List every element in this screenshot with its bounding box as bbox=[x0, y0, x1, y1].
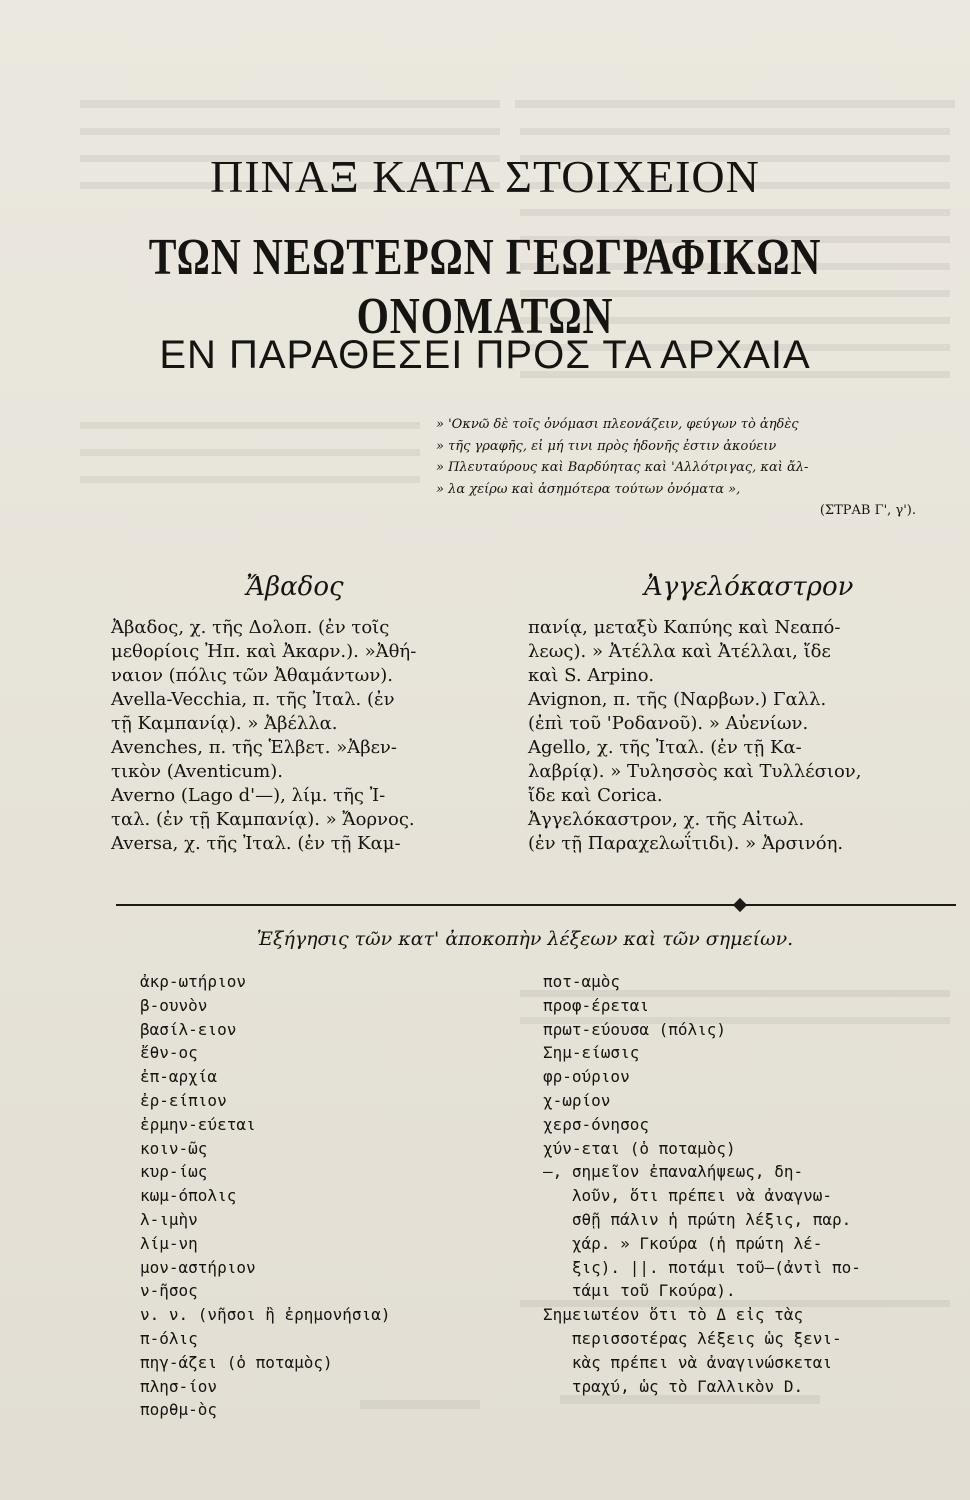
abbreviation-item: χύν-εται (ὁ ποταμὸς) bbox=[543, 1138, 736, 1158]
abbreviation-item: β-ουνὸν bbox=[140, 995, 208, 1015]
entry-line: Ἀγγελόκαστρον, χ. τῆς Αἰτωλ. bbox=[528, 809, 805, 830]
abbreviation-note-line: —, σημεῖον ἐπαναλήψεως, δη- bbox=[543, 1162, 804, 1182]
entry-line: ταλ. (ἐν τῇ Καμπανίᾳ). » Ἄορνος. bbox=[111, 809, 415, 830]
abbreviation-note-line: τραχύ, ὡς τὸ Γαλλικὸν D. bbox=[543, 1376, 804, 1396]
abbreviation-item: πηγ-άζει (ὁ ποταμὸς) bbox=[140, 1352, 333, 1372]
abbreviation-item: χερσ-όνησος bbox=[543, 1114, 649, 1134]
abbreviation-item: βασίλ-ειον bbox=[140, 1019, 237, 1039]
entry-line: τικὸν (Aventicum). bbox=[111, 761, 283, 782]
abbreviation-item: κωμ-όπολις bbox=[140, 1186, 237, 1206]
abbreviation-item: ν. ν. (νῆσοι ἢ ἐρημονήσια) bbox=[140, 1305, 391, 1325]
entry-line: καὶ S. Arpino. bbox=[528, 665, 655, 686]
left-column bbox=[111, 570, 513, 856]
abbreviation-item: ἀκρ-ωτήριον bbox=[140, 972, 246, 991]
abbreviation-item: ἔθν-ος bbox=[140, 1043, 198, 1063]
epigraph bbox=[436, 414, 956, 522]
abbreviation-item: πορθμ-ὸς bbox=[140, 1400, 218, 1420]
abbreviation-item: κυρ-ίως bbox=[140, 1162, 208, 1182]
entry-line: λαβρίᾳ). » Τυλησσὸς καὶ Τυλλέσιον, bbox=[528, 761, 862, 782]
abbreviation-item: πλησ-ίον bbox=[140, 1376, 218, 1396]
entry-line: Ἀβαδος, χ. τῆς Δολοπ. (ἐν τοῖς bbox=[111, 617, 390, 638]
abbreviation-note-line: Σημειωτέον ὅτι τὸ Δ εἰς τὰς bbox=[543, 1305, 804, 1325]
heading-line-2: ΤΩΝ ΝΕΩΤΕΡΩΝ ΓΕΩΓΡΑΦΙΚΩΝ ΟΝΟΜΑΤΩΝ bbox=[148, 229, 822, 345]
abbreviation-item: Σημ-είωσις bbox=[543, 1043, 640, 1063]
epigraph-line: » λα χείρω καὶ ἀσημότερα τούτων ὀνόματα », bbox=[436, 481, 741, 497]
abbreviation-note-line: κὰς πρέπει νὰ ἀναγινώσκεται bbox=[543, 1352, 832, 1372]
abbreviation-item: κοιν-ῶς bbox=[140, 1138, 208, 1158]
epigraph-line: » Πλευταύρους καὶ Βαρδύητας καὶ 'Αλλότριγας, καὶ ἄλ- bbox=[436, 460, 809, 476]
entry-line: Avenches, π. τῆς Ἑλβετ. »Ἀβεν- bbox=[111, 737, 397, 758]
entry-line: (ἐν τῇ Παραχελωΐτιδι). » Ἀρσινόη. bbox=[528, 833, 844, 854]
entry-line: Aversa, χ. τῆς Ἰταλ. (ἐν τῇ Καμ- bbox=[111, 833, 401, 854]
abbreviation-item: προφ-έρεται bbox=[543, 995, 649, 1015]
abbreviation-item: μον-αστήριον bbox=[140, 1257, 256, 1277]
entry-line: ἴδε καὶ Corica. bbox=[528, 785, 663, 806]
left-running-headword: Ἄβαδος bbox=[246, 572, 344, 602]
entry-line: Averno (Lago d'—), λίμ. τῆς Ἰ- bbox=[111, 785, 386, 806]
abbreviation-note-line: περισσοτέρας λέξεις ὡς ξενι- bbox=[543, 1328, 842, 1348]
abbreviation-item: χ-ωρίον bbox=[543, 1090, 611, 1110]
abbreviation-item: ἐρ-είπιον bbox=[140, 1090, 227, 1110]
entry-line: Agello, χ. τῆς Ἰταλ. (ἐν τῇ Κα- bbox=[528, 737, 802, 758]
abbreviation-item: φρ-ούριον bbox=[543, 1067, 630, 1087]
abbreviation-note-line: λοῦν, ὅτι πρέπει νὰ ἀναγνω- bbox=[543, 1186, 832, 1206]
abbreviation-item: ἐπ-αρχία bbox=[140, 1067, 218, 1087]
right-column bbox=[528, 570, 958, 856]
abbreviations-right-list bbox=[543, 970, 963, 1398]
epigraph-line: » τῆς γραφῆς, εἰ μή τινι πρὸς ἡδονῆς ἐστιν ἀκούειν bbox=[436, 438, 777, 454]
entry-line: τῇ Καμπανίᾳ). » Ἀβέλλα. bbox=[111, 713, 338, 734]
abbreviation-item: λ-ιμὴν bbox=[140, 1209, 198, 1229]
epigraph-line: » 'Οκνῶ δὲ τοῖς ὀνόμασι πλεονάζειν, φεύγων τὸ ἀηδὲς bbox=[436, 417, 799, 432]
abbreviation-note-line: σθῇ πάλιν ἡ πρώτη λέξις, παρ. bbox=[543, 1209, 852, 1229]
abbreviation-note-line: ξις). ||. ποτάμι τοῦ—(ἀντὶ πο- bbox=[543, 1257, 861, 1277]
entry-line: μεθορίοις Ἠπ. καὶ Ἀκαρν.). »Ἀθή- bbox=[111, 641, 417, 662]
entry-line: πανίᾳ, μεταξὺ Καπύης καὶ Νεαπό- bbox=[528, 617, 841, 638]
entry-line: ναιον (πόλις τῶν Ἀθαμάντων). bbox=[111, 665, 394, 686]
heading-line-1: ΠΙΝΑΞ ΚΑΤΑ ΣΤΟΙΧΕΙΟΝ bbox=[210, 151, 760, 202]
heading-line-3: ΕΝ ΠΑΡΑΘΕΣΕΙ ΠΡΟΣ ΤΑ ΑΡΧΑΙΑ bbox=[159, 333, 811, 377]
abbreviation-note-line: τάμι τοῦ Γκούρα). bbox=[543, 1281, 736, 1301]
abbreviation-item: π-όλις bbox=[140, 1328, 198, 1348]
abbreviation-item: ν-ῆσος bbox=[140, 1281, 198, 1301]
abbreviation-note-line: χάρ. » Γκούρα (ἡ πρώτη λέ- bbox=[543, 1233, 823, 1253]
abbreviation-item: ἑρμην-εύεται bbox=[140, 1114, 256, 1134]
entry-line: (ἐπὶ τοῦ 'Ροδανοῦ). » Αὐενίων. bbox=[528, 713, 809, 734]
entry-line: λεως). » Ἀτέλλα καὶ Ἀτέλλαι, ἴδε bbox=[528, 641, 831, 662]
section-divider bbox=[116, 904, 956, 906]
abbreviation-item: ποτ-αμὸς bbox=[543, 972, 621, 991]
abbreviation-item: πρωτ-εύουσα (πόλις) bbox=[543, 1019, 727, 1039]
entry-line: Avella-Vecchia, π. τῆς Ἰταλ. (ἐν bbox=[111, 689, 395, 710]
abbreviations-left-list bbox=[140, 970, 520, 1422]
epigraph-source: (ΣΤΡΑΒ Γ', γ'). bbox=[819, 503, 916, 519]
right-running-headword: Ἀγγελόκαστρον bbox=[644, 572, 854, 602]
entry-line: Avignon, π. τῆς (Ναρβων.) Γαλλ. bbox=[528, 689, 827, 710]
abbreviation-item: λίμ-νη bbox=[140, 1233, 198, 1253]
abbreviations-title: Ἐξήγησις τῶν κατ' ἀποκοπὴν λέξεων καὶ τῶν σημείων. bbox=[256, 928, 794, 950]
